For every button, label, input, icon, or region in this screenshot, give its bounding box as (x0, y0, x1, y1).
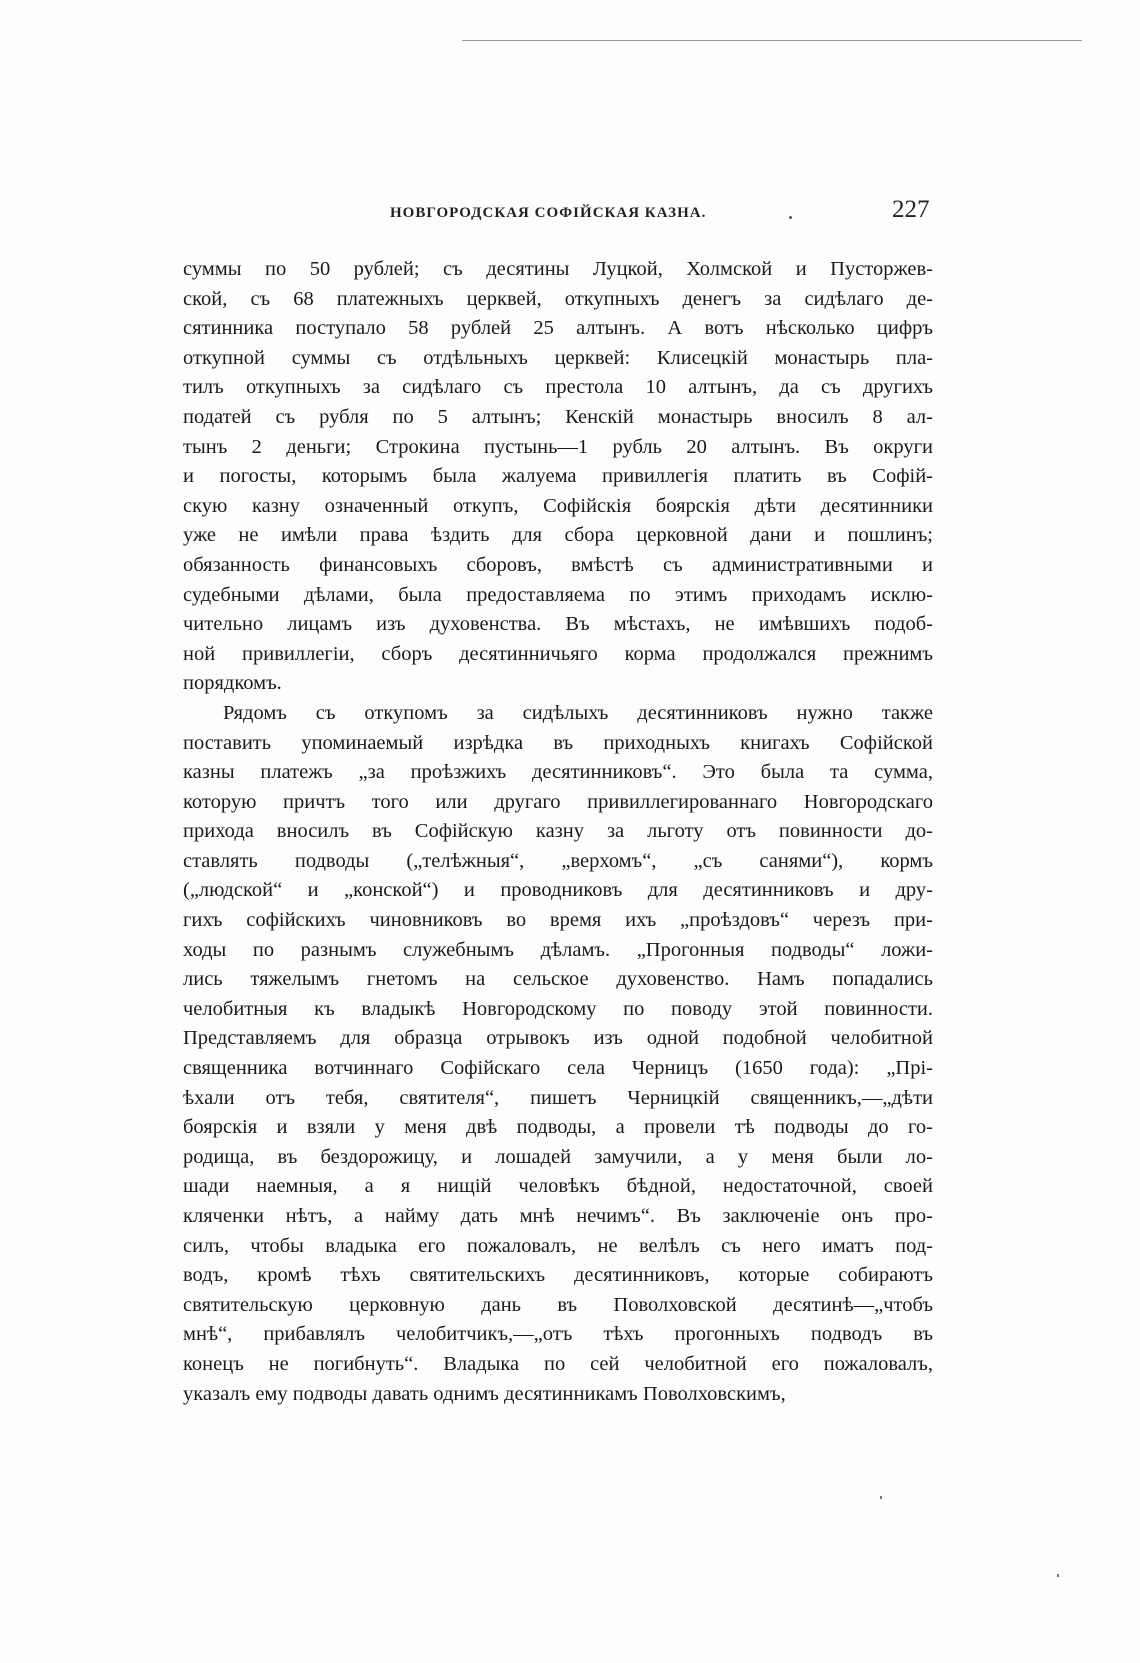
scan-speck (1057, 1574, 1059, 1577)
text-line: шади наемныя, а я нищій человѣкъ бѣдной, недостаточной, своей (183, 1175, 933, 1198)
text-line: силъ, чтобы владыка его пожаловалъ, не велѣлъ съ него иматъ под- (183, 1234, 933, 1257)
text-line: священника вотчиннаго Софійскаго села Черницъ (1650 года): „Прі- (183, 1057, 933, 1080)
page-number: 227 (892, 196, 930, 223)
text-line: суммы по 50 рублей; съ десятины Луцкой, Холмской и Пусторжев- (183, 258, 933, 280)
text-line: откупной суммы съ отдѣльныхъ церквей: Клисецкій монастырь пла- (183, 346, 933, 369)
text-line: обязанность финансовыхъ сборовъ, вмѣстѣ съ административными и (183, 553, 933, 576)
text-line: („людской“ и „конской“) и проводниковъ для десятинниковъ и дру- (183, 879, 933, 902)
paragraph-2 (183, 699, 933, 1409)
text-line: боярскія и взяли у меня двѣ подводы, а провели тѣ подводы до го- (183, 1116, 933, 1139)
text-line: ѣхали отъ тебя, святителя“, пишетъ Черницкій священникъ,—„дѣти (183, 1086, 933, 1109)
text-line: кляченки нѣтъ, а найму дать мнѣ нечимъ“. Въ заключеніе онъ про- (183, 1205, 933, 1227)
text-line: Рядомъ съ откупомъ за сидѣлыхъ десятинниковъ нужно также (223, 701, 933, 724)
text-line: указалъ ему подводы давать однимъ десятинникамъ Поволховскимъ, (183, 1382, 786, 1405)
text-line: тынъ 2 деньги; Строкина пустынь—1 рубль 20 алтынъ. Въ округи (183, 435, 933, 458)
text-line: казны платежъ „за проѣзжихъ десятинниковъ“. Это была та сумма, (183, 761, 933, 784)
text-line: ской, съ 68 платежныхъ церквей, откупныхъ денегъ за сидѣлаго де- (183, 287, 933, 310)
text-line: мнѣ“, прибавлялъ челобитчикъ,—„отъ тѣхъ прогонныхъ подводъ въ (183, 1323, 933, 1346)
text-line: водъ, кромѣ тѣхъ святительскихъ десятинниковъ, которые собираютъ (183, 1264, 933, 1287)
body-text (183, 255, 933, 1409)
text-line: уже не имѣли права ѣздить для сбора церковной дани и пошлинъ; (183, 524, 933, 547)
text-line: податей съ рубля по 5 алтынъ; Кенскій монастырь вносилъ 8 ал- (183, 405, 933, 428)
text-line: тилъ откупныхъ за сидѣлаго съ престола 10 алтынъ, да съ другихъ (183, 376, 933, 399)
text-line: скую казну означенный откупъ, Софійскія боярскія дѣти десятинники (183, 494, 933, 517)
text-line: поставить упоминаемый изрѣдка въ приходныхъ книгахъ Софійской (183, 731, 933, 754)
text-line: ходы по разнымъ служебнымъ дѣламъ. „Прогонныя подводы“ ложи- (183, 938, 933, 961)
text-line: порядкомъ. (183, 672, 282, 695)
stray-dot (789, 216, 792, 219)
paragraph-1 (183, 255, 933, 699)
text-line: сятинника поступало 58 рублей 25 алтынъ. А вотъ нѣсколько цифръ (183, 317, 933, 340)
running-title: НОВГОРОДСКАЯ СОФІЙСКАЯ КАЗНА. (390, 205, 707, 221)
text-line: судебными дѣлами, была предоставляема по этимъ приходамъ исклю- (183, 583, 933, 606)
text-line: чительно лицамъ изъ духовенства. Въ мѣстахъ, не имѣвшихъ подоб- (183, 613, 933, 636)
text-line: родища, въ бездорожицу, и лошадей замучили, а у меня были ло- (183, 1145, 933, 1168)
text-line: Представляемъ для образца отрывокъ изъ одной подобной челобитной (183, 1027, 933, 1050)
text-line: челобитныя къ владыкѣ Новгородскому по поводу этой повинности. (183, 997, 933, 1020)
text-line: ставлять подводы („телѣжныя“, „верхомъ“, „съ санями“), кормъ (183, 849, 933, 872)
text-line: святительскую церковную дань въ Поволховской десятинѣ—„чтобъ (183, 1293, 933, 1316)
text-line: ной привиллегіи, сборъ десятинничьяго корма продолжался прежнимъ (183, 642, 933, 665)
text-line: лись тяжелымъ гнетомъ на сельское духовенство. Намъ попадались (183, 968, 933, 991)
scan-speck (880, 1496, 882, 1499)
scan-edge-rule (462, 40, 1082, 41)
text-line: прихода вносилъ въ Софійскую казну за льготу отъ повинности до- (183, 820, 933, 843)
text-line: конецъ не погибнуть“. Владыка по сей челобитной его пожаловалъ, (183, 1352, 933, 1375)
text-line: которую причтъ того или другаго привиллегированнаго Новгородскаго (183, 790, 933, 813)
text-line: гихъ софійскихъ чиновниковъ во время ихъ „проѣздовъ“ черезъ при- (183, 909, 933, 932)
text-line: и погосты, которымъ была жалуема привиллегія платить въ Софій- (183, 465, 933, 488)
